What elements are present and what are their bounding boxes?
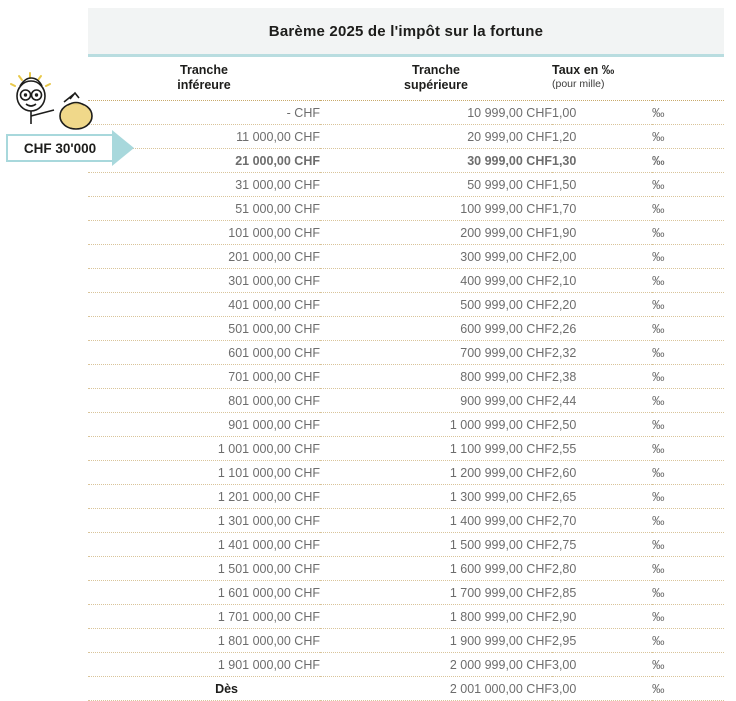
cell-taux: 2,10 (552, 269, 652, 293)
cell-tranche-inferieure: 901 000,00 CHF (88, 413, 320, 437)
cell-tranche-superieure: 50 999,00 CHF (320, 173, 552, 197)
cell-tranche-inferieure: 1 101 000,00 CHF (88, 461, 320, 485)
cell-permille-symbol: ‰ (652, 269, 724, 293)
column-header-tranche-superieure-line2: supérieure (404, 78, 468, 92)
cell-permille-symbol: ‰ (652, 197, 724, 221)
table-row (88, 581, 724, 605)
cell-tranche-superieure: 20 999,00 CHF (320, 125, 552, 149)
cell-tranche-superieure: 300 999,00 CHF (320, 245, 552, 269)
cell-taux: 2,32 (552, 341, 652, 365)
column-header-tranche-superieure-line1: Tranche (412, 63, 460, 77)
cell-tranche-superieure: 1 300 999,00 CHF (320, 485, 552, 509)
cell-tranche-inferieure: - CHF (88, 101, 320, 125)
table-row (88, 125, 724, 149)
bareme-table-block (88, 8, 724, 701)
cell-tranche-superieure: 700 999,00 CHF (320, 341, 552, 365)
cell-tranche-superieure: 400 999,00 CHF (320, 269, 552, 293)
table-row (88, 557, 724, 581)
cell-tranche-superieure: 200 999,00 CHF (320, 221, 552, 245)
table-row (88, 629, 724, 653)
cell-tranche-superieure: 2 001 000,00 CHF (320, 677, 552, 701)
cell-tranche-superieure: 1 900 999,00 CHF (320, 629, 552, 653)
page-title: Barème 2025 de l'impôt sur la fortune (268, 22, 544, 40)
table-body (88, 101, 724, 701)
cell-permille-symbol: ‰ (652, 437, 724, 461)
cell-tranche-inferieure: 1 401 000,00 CHF (88, 533, 320, 557)
cell-taux: 3,00 (552, 677, 652, 701)
cell-tranche-inferieure: 501 000,00 CHF (88, 317, 320, 341)
bareme-table (88, 57, 724, 701)
table-header (88, 57, 724, 101)
cell-tranche-superieure: 1 100 999,00 CHF (320, 437, 552, 461)
cell-tranche-superieure: 1 400 999,00 CHF (320, 509, 552, 533)
cell-tranche-superieure: 1 600 999,00 CHF (320, 557, 552, 581)
cell-tranche-superieure: 900 999,00 CHF (320, 389, 552, 413)
table-row (88, 293, 724, 317)
cell-permille-symbol: ‰ (652, 605, 724, 629)
cell-tranche-inferieure: 1 701 000,00 CHF (88, 605, 320, 629)
cell-taux: 1,90 (552, 221, 652, 245)
table-row (88, 341, 724, 365)
cell-tranche-inferieure: 1 301 000,00 CHF (88, 509, 320, 533)
table-row (88, 197, 724, 221)
table-row (88, 173, 724, 197)
cell-permille-symbol: ‰ (652, 677, 724, 701)
cell-taux: 1,20 (552, 125, 652, 149)
cell-tranche-superieure: 1 500 999,00 CHF (320, 533, 552, 557)
column-header-taux-line1: Taux en ‰ (552, 63, 615, 77)
cell-tranche-inferieure: 701 000,00 CHF (88, 365, 320, 389)
table-row (88, 101, 724, 125)
cell-tranche-superieure: 1 000 999,00 CHF (320, 413, 552, 437)
cell-taux: 2,50 (552, 413, 652, 437)
cell-tranche-inferieure: 11 000,00 CHF (88, 125, 320, 149)
table-row (88, 317, 724, 341)
cell-permille-symbol: ‰ (652, 125, 724, 149)
column-header-blank (652, 57, 724, 101)
cell-taux: 2,26 (552, 317, 652, 341)
cell-permille-symbol: ‰ (652, 149, 724, 173)
cell-permille-symbol: ‰ (652, 581, 724, 605)
cell-taux: 2,44 (552, 389, 652, 413)
table-row (88, 509, 724, 533)
table-row (88, 221, 724, 245)
cell-permille-symbol: ‰ (652, 557, 724, 581)
cell-taux: 1,00 (552, 101, 652, 125)
cell-permille-symbol: ‰ (652, 653, 724, 677)
table-row (88, 653, 724, 677)
cell-tranche-inferieure: 301 000,00 CHF (88, 269, 320, 293)
cell-tranche-inferieure: 1 601 000,00 CHF (88, 581, 320, 605)
column-header-taux-line2: (pour mille) (552, 78, 605, 90)
cell-taux: 2,65 (552, 485, 652, 509)
cell-tranche-inferieure: 1 901 000,00 CHF (88, 653, 320, 677)
callout-label: CHF 30'000 (23, 140, 97, 156)
table-row (88, 485, 724, 509)
cell-tranche-inferieure: 201 000,00 CHF (88, 245, 320, 269)
cell-tranche-inferieure: 101 000,00 CHF (88, 221, 320, 245)
cell-taux: 2,55 (552, 437, 652, 461)
cell-taux: 2,38 (552, 365, 652, 389)
cell-tranche-inferieure: 1 201 000,00 CHF (88, 485, 320, 509)
cell-tranche-inferieure: 1 801 000,00 CHF (88, 629, 320, 653)
callout-arrow-icon (112, 130, 134, 166)
cell-permille-symbol: ‰ (652, 365, 724, 389)
cell-tranche-inferieure: 1 501 000,00 CHF (88, 557, 320, 581)
cell-permille-symbol: ‰ (652, 461, 724, 485)
cell-taux: 1,70 (552, 197, 652, 221)
column-header-tranche-inferieure-line2: inféreure (177, 78, 231, 92)
cell-taux: 2,60 (552, 461, 652, 485)
cell-permille-symbol: ‰ (652, 509, 724, 533)
cell-tranche-superieure: 1 800 999,00 CHF (320, 605, 552, 629)
cell-permille-symbol: ‰ (652, 317, 724, 341)
cell-taux: 2,00 (552, 245, 652, 269)
table-row (88, 461, 724, 485)
column-header-tranche-inferieure-line1: Tranche (180, 63, 228, 77)
column-header-tranche-superieure (320, 57, 552, 101)
cell-permille-symbol: ‰ (652, 485, 724, 509)
cell-tranche-superieure: 10 999,00 CHF (320, 101, 552, 125)
cell-tranche-inferieure: 51 000,00 CHF (88, 197, 320, 221)
cell-taux: 2,85 (552, 581, 652, 605)
cell-tranche-superieure: 1 700 999,00 CHF (320, 581, 552, 605)
cell-taux: 2,20 (552, 293, 652, 317)
cell-taux: 1,30 (552, 149, 652, 173)
cell-tranche-superieure: 500 999,00 CHF (320, 293, 552, 317)
cell-permille-symbol: ‰ (652, 101, 724, 125)
cell-tranche-inferieure: 31 000,00 CHF (88, 173, 320, 197)
callout-box (6, 134, 114, 162)
cell-permille-symbol: ‰ (652, 629, 724, 653)
cell-permille-symbol: ‰ (652, 173, 724, 197)
table-row (88, 245, 724, 269)
cell-taux: 1,50 (552, 173, 652, 197)
cell-tranche-inferieure: 21 000,00 CHF (88, 149, 320, 173)
table-row (88, 605, 724, 629)
table-title-bar (88, 8, 724, 57)
cell-taux: 2,80 (552, 557, 652, 581)
cell-permille-symbol: ‰ (652, 293, 724, 317)
cell-tranche-inferieure: 1 001 000,00 CHF (88, 437, 320, 461)
table-row (88, 533, 724, 557)
cell-permille-symbol: ‰ (652, 533, 724, 557)
cell-tranche-superieure: 30 999,00 CHF (320, 149, 552, 173)
table-row (88, 269, 724, 293)
character-with-money-bag-icon (8, 72, 108, 136)
cell-taux: 3,00 (552, 653, 652, 677)
table-row (88, 149, 724, 173)
table-row (88, 677, 724, 701)
cell-tranche-inferieure: 401 000,00 CHF (88, 293, 320, 317)
table-row (88, 389, 724, 413)
cell-taux: 2,70 (552, 509, 652, 533)
cell-tranche-inferieure: 801 000,00 CHF (88, 389, 320, 413)
cell-permille-symbol: ‰ (652, 341, 724, 365)
cell-tranche-superieure: 800 999,00 CHF (320, 365, 552, 389)
cell-tranche-inferieure: Dès (88, 677, 320, 701)
cell-taux: 2,75 (552, 533, 652, 557)
cell-permille-symbol: ‰ (652, 389, 724, 413)
cell-tranche-superieure: 600 999,00 CHF (320, 317, 552, 341)
cell-permille-symbol: ‰ (652, 221, 724, 245)
cell-tranche-superieure: 1 200 999,00 CHF (320, 461, 552, 485)
cell-taux: 2,95 (552, 629, 652, 653)
table-row (88, 437, 724, 461)
cell-permille-symbol: ‰ (652, 413, 724, 437)
table-row (88, 365, 724, 389)
table-header-row (88, 57, 724, 101)
cell-tranche-superieure: 100 999,00 CHF (320, 197, 552, 221)
table-row (88, 413, 724, 437)
annotation-group (0, 72, 140, 164)
column-header-taux (552, 57, 652, 101)
cell-permille-symbol: ‰ (652, 245, 724, 269)
cell-tranche-superieure: 2 000 999,00 CHF (320, 653, 552, 677)
cell-tranche-inferieure: 601 000,00 CHF (88, 341, 320, 365)
cell-taux: 2,90 (552, 605, 652, 629)
